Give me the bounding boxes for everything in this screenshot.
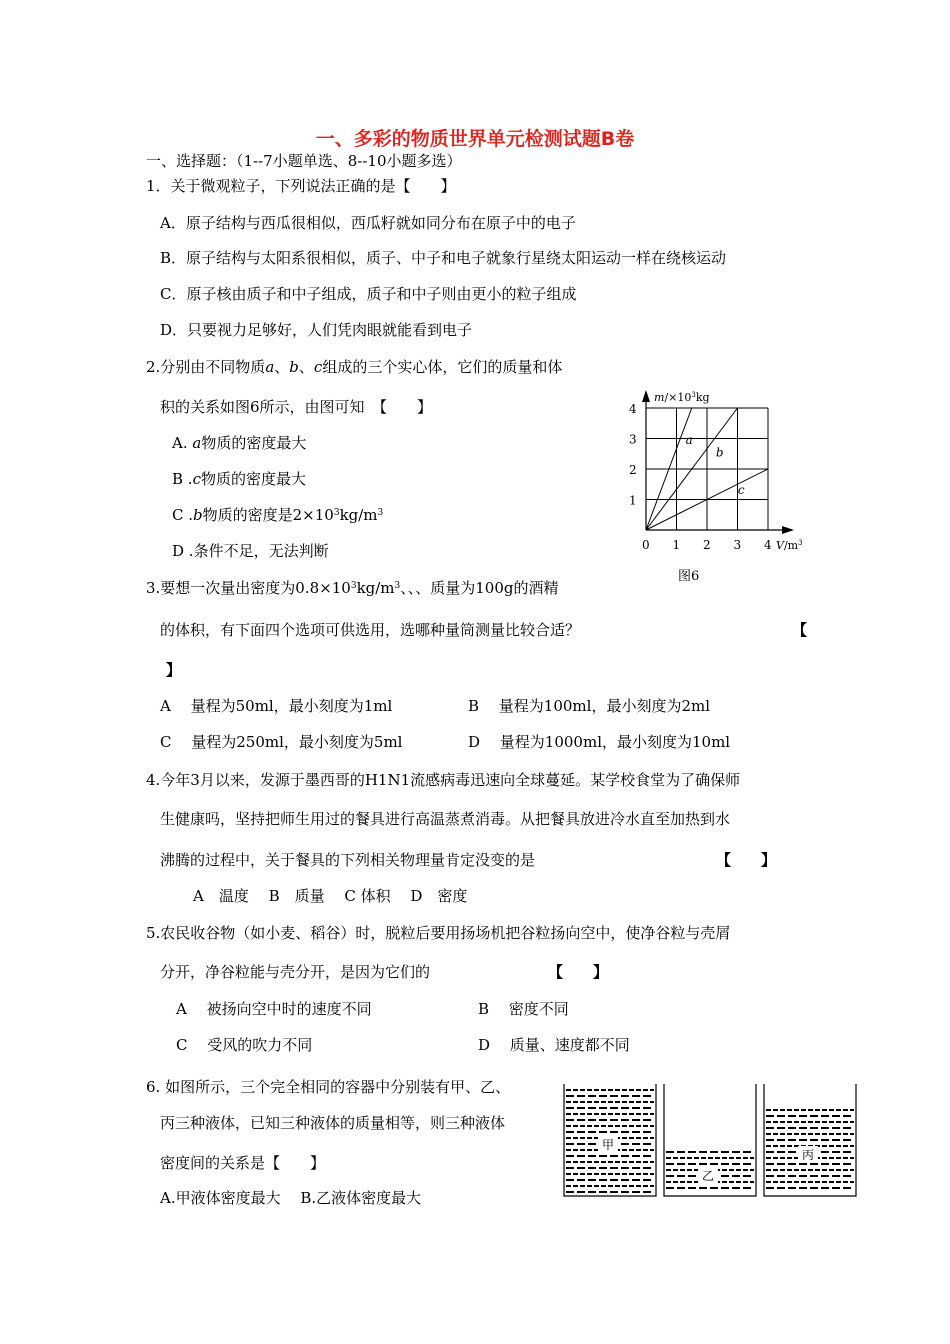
x-axis-label: $V/m^3$ [776, 539, 803, 552]
y-axis-arrow [642, 390, 650, 402]
y-tick-label: 4 [629, 402, 637, 416]
question-3-option-a: A 量程为50ml，最小刻度为1ml [160, 697, 393, 715]
q2-var-a: a [265, 358, 275, 376]
q3-exp: 3 [394, 581, 401, 591]
q2-var-b: b [289, 358, 299, 376]
q3-text: 、、、质量为100g的酒精 [400, 579, 559, 597]
question-3-bracket-open: 【 [792, 621, 808, 639]
question-6-line2: 丙三种液体，已知三种液体的质量相等，则三种液体 [160, 1114, 506, 1132]
x-tick-label: 0 [642, 538, 650, 552]
q2-var-c: c [192, 470, 201, 488]
question-5-option-c: C 受风的吹力不同 [176, 1036, 313, 1054]
y-axis-label: $m/\times 10^3kg$ [654, 391, 710, 404]
q2-a-label: A. [172, 434, 188, 452]
question-2-option-a [172, 433, 306, 453]
question-4-line1: 4.今年3月以来，发源于墨西哥的H1N1流感病毒迅速向全球蔓延。某学校食堂为了确保师 [146, 771, 741, 789]
question-3-option-b: B 量程为100ml，最小刻度为2ml [468, 697, 711, 715]
question-6-options: A.甲液体密度最大 B.乙液体密度最大 [160, 1189, 422, 1207]
container-label: 甲 [602, 1138, 615, 1152]
liquid-containers-figure [560, 1080, 865, 1200]
question-5-option-d: D 质量、速度都不同 [478, 1036, 630, 1054]
y-tick-label: 2 [629, 463, 637, 477]
question-5-option-a: A 被扬向空中时的速度不同 [176, 1000, 372, 1018]
figure-caption: 图6 [678, 569, 700, 584]
question-3-stem-line1 [146, 578, 559, 598]
q2-var-c: c [313, 358, 323, 376]
question-2-option-d: D .条件不足，无法判断 [172, 542, 329, 560]
question-2-option-b [172, 469, 306, 489]
question-4-line2: 生健康吗，坚持把师生用过的餐具进行高温蒸煮消毒。从把餐具放进冷水直至加热到水 [160, 810, 731, 828]
q2-c-unit-exp: 3 [377, 508, 384, 518]
y-tick-label: 3 [629, 432, 637, 447]
series-label-a: a [685, 433, 693, 448]
question-4-line3: 沸腾的过程中，关于餐具的下列相关物理量肯定没变的是 [160, 851, 536, 869]
question-6-line1: 6. 如图所示，三个完全相同的容器中分别装有甲、乙、 [146, 1078, 511, 1096]
series-label-c: c [737, 483, 745, 498]
q2-text: 2.分别由不同物质 [146, 358, 266, 376]
question-4-options: A 温度 B 质量 C 体积 D 密度 [193, 887, 468, 905]
q2-sep: 、 [274, 358, 290, 376]
q2-b-label: B . [172, 470, 193, 488]
question-3-bracket-close: 】 [166, 661, 182, 679]
q2-c-unit: kg/m [339, 506, 378, 524]
series-label-b: b [715, 445, 724, 460]
question-5-option-b: B 密度不同 [478, 1000, 569, 1018]
question-1-option-d: D．只要视力足够好，人们凭肉眼就能看到电子 [160, 321, 473, 339]
q2-c-label: C . [172, 506, 194, 524]
container-label: 丙 [802, 1148, 815, 1162]
q2-var-b: b [193, 506, 203, 524]
figure-6-chart [624, 386, 814, 586]
x-tick-label: 2 [703, 538, 711, 552]
question-3-stem-line2: 的体积，有下面四个选项可供选用，选哪种量筒测量比较合适？ [160, 621, 581, 639]
question-5-line1: 5.农民收谷物（如小麦、稻谷）时，脱粒后要用扬场机把谷粒扬向空中，使净谷粒与壳屑 [146, 924, 731, 942]
x-axis-arrow [782, 526, 794, 534]
section-heading: 一、选择题：（1--7小题单选、8--10小题多选） [146, 152, 462, 170]
question-3-option-d: D 量程为1000ml，最小刻度为10ml [468, 733, 731, 751]
container-label: 乙 [702, 1169, 715, 1183]
question-2-option-c [172, 505, 383, 525]
q2-sep: 、 [298, 358, 314, 376]
question-5-line2: 分开，净谷粒能与壳分开，是因为它们的 [160, 963, 431, 981]
q2-var-a: a [192, 434, 202, 452]
question-3-option-c: C 量程为250ml，最小刻度为5ml [160, 733, 403, 751]
q3-exp: 3 [350, 581, 357, 591]
question-1-option-c: C．原子核由质子和中子组成，质子和中子则由更小的粒子组成 [160, 285, 577, 303]
question-4-bracket: 【 】 [716, 851, 777, 869]
question-1-option-b: B．原子结构与太阳系很相似，质子、中子和电子就象行星绕太阳运动一样在绕核运动 [160, 249, 727, 267]
question-1-option-a: A．原子结构与西瓜很相似，西瓜籽就如同分布在原子中的电子 [160, 214, 576, 232]
x-tick-label: 3 [733, 538, 742, 552]
x-tick-label: 4 [764, 538, 772, 552]
q3-text: 3.要想一次量出密度为0.8×10 [146, 579, 351, 597]
question-2-stem-line2: 积的关系如图6所示，由图可知 【 】 [160, 398, 433, 416]
q2-c-exp: 3 [333, 508, 340, 518]
question-2-stem-line1 [146, 357, 562, 377]
document-title: 一、多彩的物质世界单元检测试题B卷 [315, 128, 635, 150]
q2-c-text: 物质的密度是2×10 [202, 506, 334, 524]
question-5-bracket: 【 】 [548, 963, 609, 981]
q2-text: 组成的三个实心体，它们的质量和体 [322, 358, 563, 376]
q2-b-text: 物质的密度最大 [200, 470, 306, 488]
x-tick-label: 1 [672, 538, 681, 552]
y-tick-label: 1 [629, 493, 637, 508]
question-1-stem: 1．关于微观粒子，下列说法正确的是【 】 [146, 177, 456, 195]
question-6-line3: 密度间的关系是【 】 [160, 1154, 326, 1172]
q3-unit: kg/m [356, 579, 395, 597]
q2-a-text: 物质的密度最大 [201, 434, 307, 452]
